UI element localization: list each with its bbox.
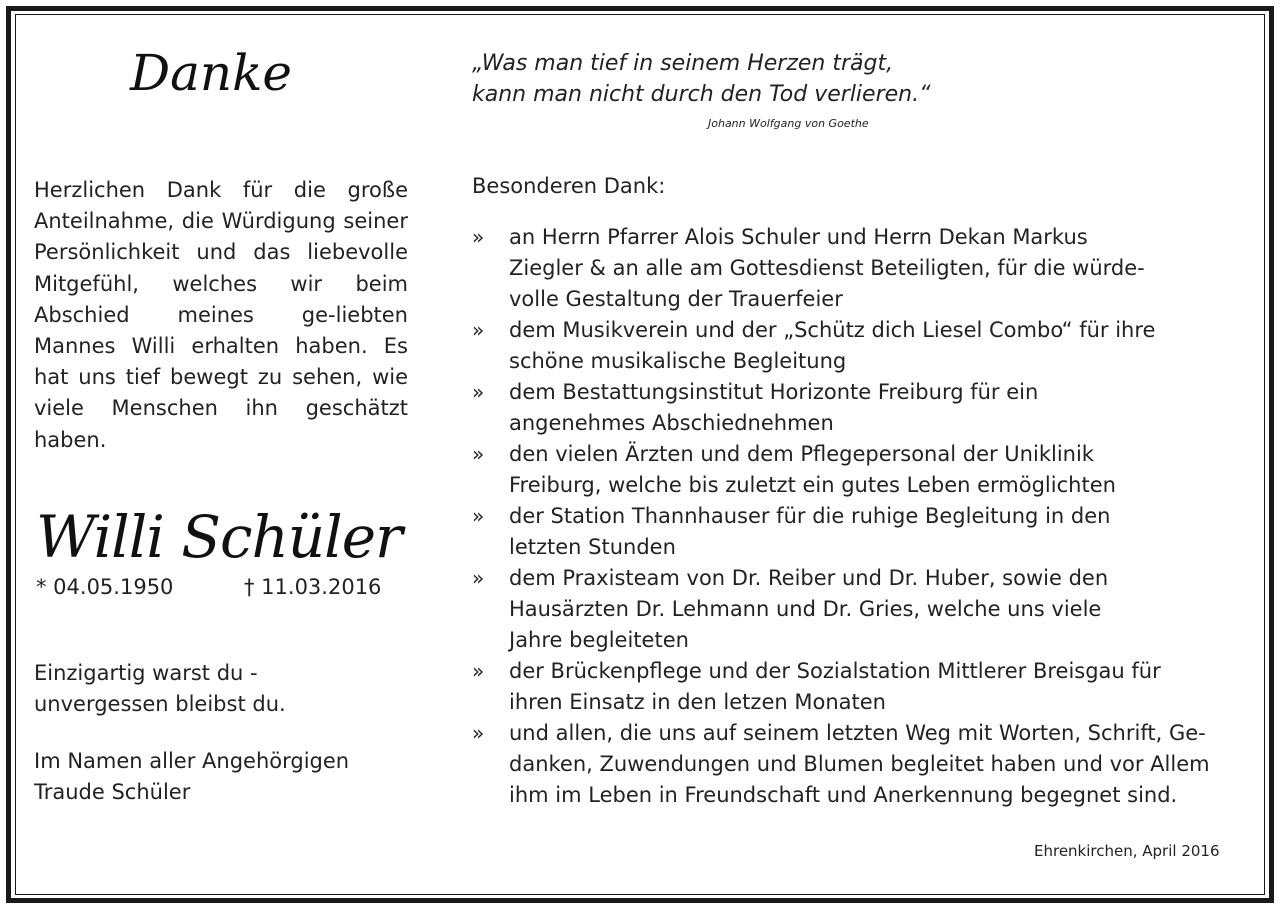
bullet-icon: »	[472, 225, 485, 249]
thanks-item-text: dem Musikverein und der „Schütz dich Liesel Combo“ für ihre schöne musikalische Begleitung	[509, 318, 1156, 373]
thanks-item	[472, 656, 1242, 718]
thanks-item-text: der Brückenpflege und der Sozialstation Mittlerer Breisgau für ihren Einsatz in den letzen Monaten	[509, 659, 1161, 714]
thanks-item	[472, 563, 1242, 656]
bullet-icon: »	[472, 721, 485, 745]
bullet-icon: »	[472, 659, 485, 683]
deceased-name: Willi Schüler	[36, 503, 402, 571]
goethe-quote	[472, 48, 931, 110]
intro-text: Herzlichen Dank für die große Anteilnahme, die Würdigung seiner Persönlichkeit und das liebevolle Mitgefühl, welches wir beim Abschied meines ge-liebten Mannes Willi erhalten haben. Es hat uns tief bewegt zu sehen, wie viele Menschen ihn geschätzt haben.	[34, 178, 408, 452]
thanks-item	[472, 439, 1242, 501]
place-and-date: Ehrenkirchen, April 2016	[1034, 842, 1220, 860]
thanks-item-text: und allen, die uns auf seinem letzten Weg mit Worten, Schrift, Ge- danken, Zuwendungen und Blumen begleitet haben und vor Allem ihm im Leben in Freundschaft und Anerkennung begegnet sind.	[509, 721, 1210, 807]
thanks-item	[472, 718, 1242, 811]
birth-date: * 04.05.1950	[36, 575, 174, 599]
thanks-item-text: dem Bestattungsinstitut Horizonte Freiburg für ein angenehmes Abschiednehmen	[509, 380, 1039, 435]
quote-line-2: kann man nicht durch den Tod verlieren.“	[472, 82, 931, 107]
bullet-icon: »	[472, 380, 485, 404]
closing-verse	[34, 658, 286, 720]
thanks-item-text: der Station Thannhauser für die ruhige Begleitung in den letzten Stunden	[509, 504, 1111, 559]
thanks-item-text: an Herrn Pfarrer Alois Schuler und Herrn Dekan Markus Ziegler & an alle am Gottesdienst Beteiligten, für die würde- volle Gestaltung der Trauerfeier	[509, 225, 1145, 311]
closing-line-1: Einzigartig warst du -	[34, 661, 258, 685]
family-signature	[34, 746, 349, 808]
thanks-item	[472, 501, 1242, 563]
thanks-item	[472, 377, 1242, 439]
bullet-icon: »	[472, 442, 485, 466]
thanks-item-text: den vielen Ärzten und dem Pflegepersonal der Uniklinik Freiburg, welche bis zuletzt ein gutes Leben ermöglichten	[509, 442, 1116, 497]
family-line-2: Traude Schüler	[34, 780, 191, 804]
notice-heading: Danke	[130, 44, 292, 102]
thanks-item	[472, 315, 1242, 377]
thanks-item-text: dem Praxisteam von Dr. Reiber und Dr. Huber, sowie den Hausärzten Dr. Lehmann und Dr. Gries, welche uns viele Jahre begleiteten	[509, 566, 1109, 652]
family-line-1: Im Namen aller Angehörgigen	[34, 749, 350, 773]
bullet-icon: »	[472, 318, 485, 342]
thanks-item	[472, 222, 1242, 315]
closing-line-2: unvergessen bleibst du.	[34, 692, 286, 716]
bullet-icon: »	[472, 566, 485, 590]
special-thanks-heading: Besonderen Dank:	[472, 174, 666, 198]
death-date: † 11.03.2016	[244, 575, 382, 599]
quote-line-1: „Was man tief in seinem Herzen trägt,	[472, 51, 894, 76]
quote-author: Johann Wolfgang von Goethe	[708, 117, 869, 130]
special-thanks-list	[472, 222, 1242, 811]
bullet-icon: »	[472, 504, 485, 528]
